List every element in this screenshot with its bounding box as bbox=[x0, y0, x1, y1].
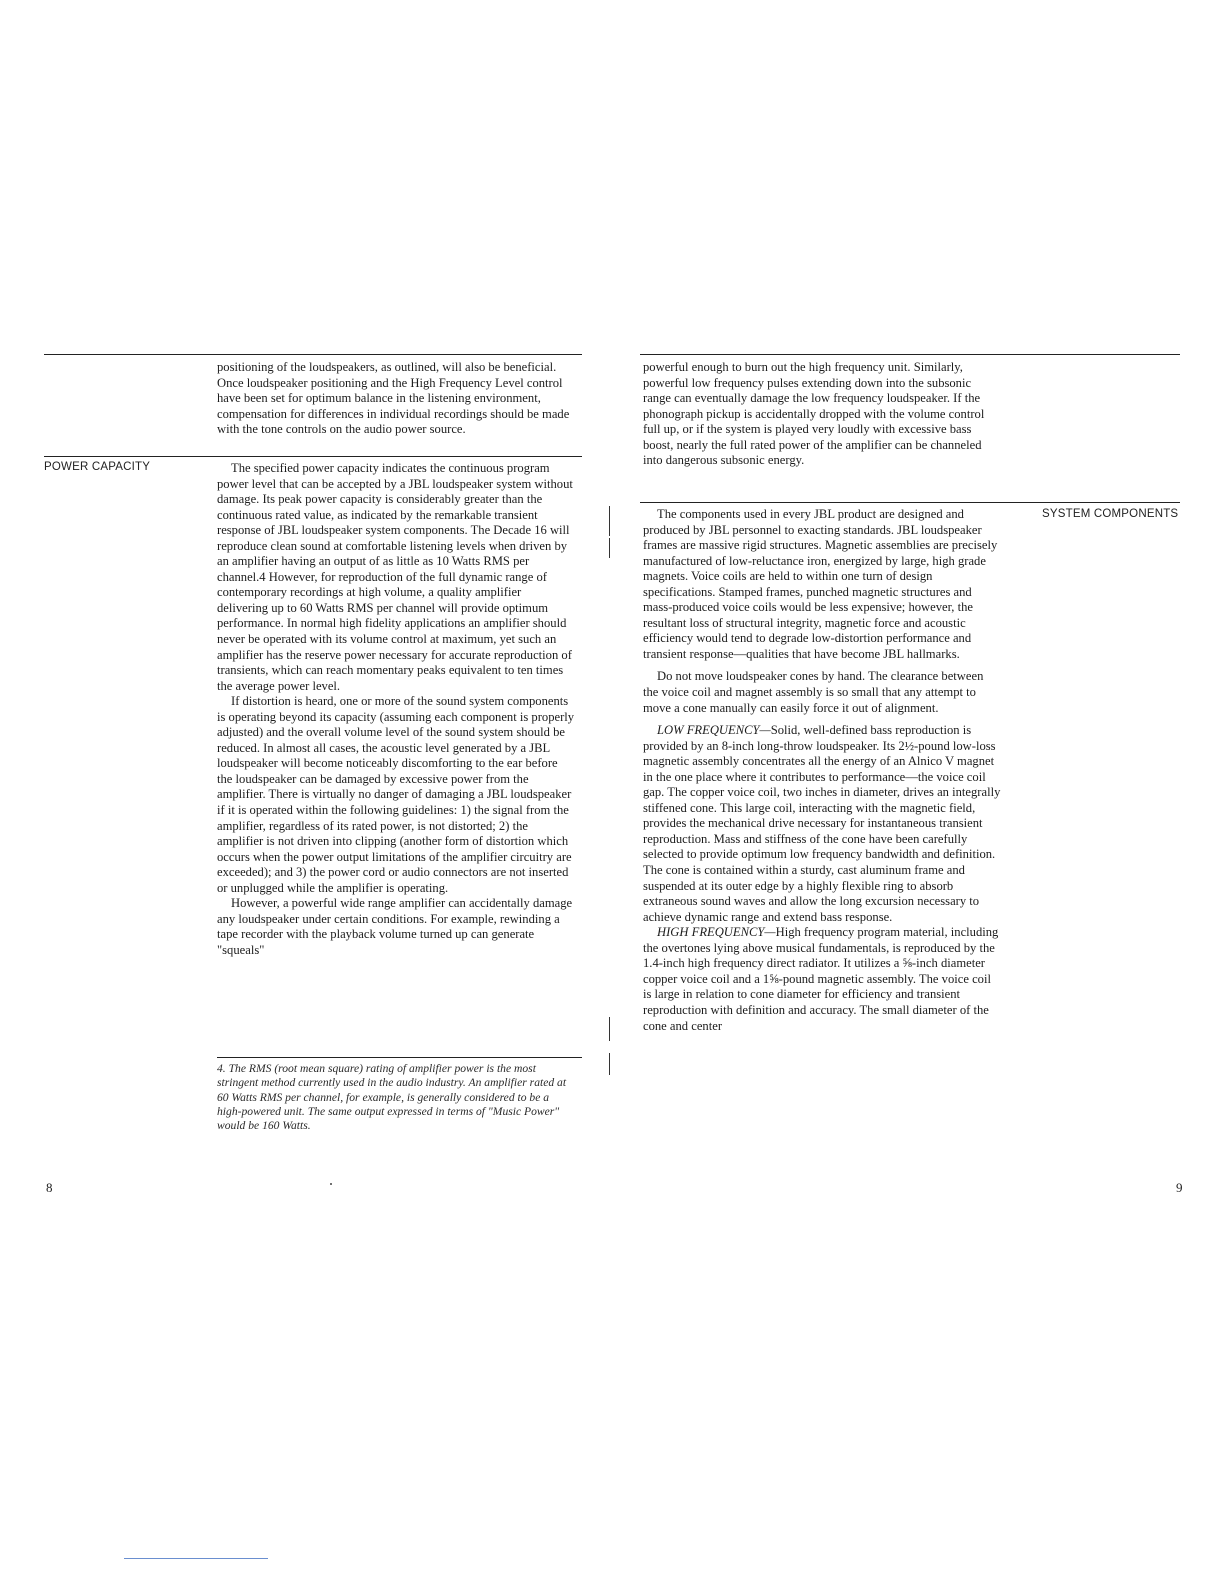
top-rule-right bbox=[640, 354, 1180, 355]
left-body-column bbox=[217, 461, 575, 959]
gutter-mark-3 bbox=[609, 1017, 610, 1041]
high-frequency-text: High frequency program material, including the overtones lying above musical fundamentals, is reproduced by the 1.4-inch high frequency direct radiator. It utilizes a ⅝-inch diameter copper voice coil and a 1⅝-pound magnetic assembly. The voice coil is large in relation to cone diameter for efficiency and transient reproduction with definition and accuracy. The small diameter of the cone and center bbox=[643, 925, 999, 1033]
section-rule-system-components bbox=[640, 502, 1180, 503]
top-rule-left bbox=[44, 354, 582, 355]
page-number-right: 9 bbox=[1176, 1180, 1183, 1195]
power-capacity-paragraph-3: However, a powerful wide range amplifier can accidentally damage any loudspeaker under certain conditions. For example, rewinding a tape recorder with the playback volume turned up can generate "squeals" bbox=[217, 896, 573, 957]
footnote bbox=[217, 1062, 575, 1133]
page-number-left: 8 bbox=[46, 1180, 53, 1195]
bottom-blue-line bbox=[124, 1558, 268, 1559]
high-frequency-paragraph bbox=[643, 925, 1001, 1034]
low-frequency-text: Solid, well-defined bass reproduction is provided by an 8-inch long-throw loudspeaker. Its 2½-pound low-loss magnetic assembly concentrates all the energy of an Alnico V magnet in the one place where it contributes to performance—the voice coil gap. The copper voice coil, two inches in diameter, drives an integrally stiffened cone. This large coil, interacting with the magnetic field, provides the mechanical drive necessary for instantaneous transient reproduction. Mass and stiffness of the cone have been carefully selected to provide optimum low frequency bandwidth and definition. The cone is contained within a sturdy, cast aluminum frame and suspended at its outer edge by a highly flexible ring to absorb extraneous sound waves and allow the long excursion necessary to achieve dynamic range and extend bass response. bbox=[643, 723, 1001, 924]
system-components-paragraph-1: The components used in every JBL product are designed and produced by JBL personnel to exacting standards. JBL loudspeaker frames are massive rigid structures. Magnetic assemblies are precisely manufactured of low-reluctance iron, energized by large, high grade magnets. Voice coils are held to within one turn of design specifications. Stamped frames, punched magnetic structures and mass-produced voice coils would be less expensive; however, the resultant loss of structural integrity, magnetic force and acoustic efficiency would tend to degrade low-distortion performance and transient response—qualities that have become JBL hallmarks. bbox=[643, 507, 998, 661]
power-capacity-paragraph-2: If distortion is heard, one or more of the sound system components is operating beyond its capacity (assuming each component is properly adjusted) and the overall volume level of the sound system should be reduced. In almost all cases, the acoustic level generated by a JBL loudspeaker will become noticeably discomforting to the ear before the loudspeaker can be damaged by excessive power from the amplifier. There is virtually no danger of damaging a JBL loudspeaker if it is operated within the following guidelines: 1) the signal from the amplifier, regardless of its rated power, is not distorted; 2) the amplifier is not driven into clipping (another form of distortion which occurs when the power output limitations of the amplifier circuitry are exceeded); and 3) the power cord or audio connectors are not inserted or unplugged while the amplifier is operating. bbox=[217, 694, 575, 895]
section-label-system-components: SYSTEM COMPONENTS bbox=[1042, 508, 1179, 520]
low-frequency-paragraph bbox=[643, 723, 1001, 925]
section-label-power-capacity: POWER CAPACITY bbox=[44, 461, 151, 473]
system-components-warning: Do not move loudspeaker cones by hand. The clearance between the voice coil and magnet assembly is so small that any attempt to move a cone manually can easily force it out of alignment. bbox=[643, 669, 984, 715]
center-dot-left bbox=[330, 1183, 332, 1185]
footnote-rule bbox=[217, 1057, 582, 1058]
gutter-mark-1 bbox=[609, 506, 610, 536]
low-frequency-heading: LOW FREQUENCY— bbox=[657, 723, 771, 738]
high-frequency-heading: HIGH FREQUENCY— bbox=[657, 925, 776, 940]
left-intro-paragraph: positioning of the loudspeakers, as outlined, will also be beneficial. Once loudspeaker positioning and the High Frequency Level control have been set for optimum balance in the listening environment, compensation for differences in individual recordings should be made with the tone controls on the audio power source. bbox=[217, 360, 570, 437]
footnote-text: 4. The RMS (root mean square) rating of amplifier power is the most stringent method currently used in the audio industry. An amplifier rated at 60 Watts RMS per channel, for example, is generally considered to be a high-powered unit. The same output expressed in terms of "Music Power" would be 160 Watts. bbox=[217, 1062, 567, 1133]
gutter-mark-4 bbox=[609, 1053, 610, 1075]
right-intro-paragraph: powerful enough to burn out the high frequency unit. Similarly, powerful low frequency pulses extending down into the subsonic range can eventually damage the low frequency loudspeaker. If the phonograph pickup is accidentally dropped with the volume control full up, or if the system is played very loudly with excessive bass boost, nearly the full rated power of the amplifier can be channeled into dangerous subsonic energy. bbox=[643, 360, 985, 468]
section-rule-power-capacity bbox=[44, 456, 582, 457]
gutter-mark-2 bbox=[609, 538, 610, 558]
right-body-column bbox=[643, 507, 1001, 1034]
power-capacity-paragraph-1: The specified power capacity indicates the continuous program power level that can be accepted by a JBL loudspeaker system without damage. Its peak power capacity is considerably greater than the continuous rated value, as indicated by the remarkable transient response of JBL loudspeaker system components. The Decade 16 will reproduce clean sound at comfortable listening levels when driven by an amplifier having an output of as little as 10 Watts RMS per channel.4 However, for reproduction of the full dynamic range of contemporary recordings at high volume, a quality amplifier delivering up to 60 Watts RMS per channel will provide optimum performance. In normal high fidelity applications an amplifier should never be operated with its volume control at maximum, yet such an amplifier has the reserve power necessary for accurate reproduction of transients, which can reach momentary peaks equivalent to ten times the average power level. bbox=[217, 461, 573, 693]
